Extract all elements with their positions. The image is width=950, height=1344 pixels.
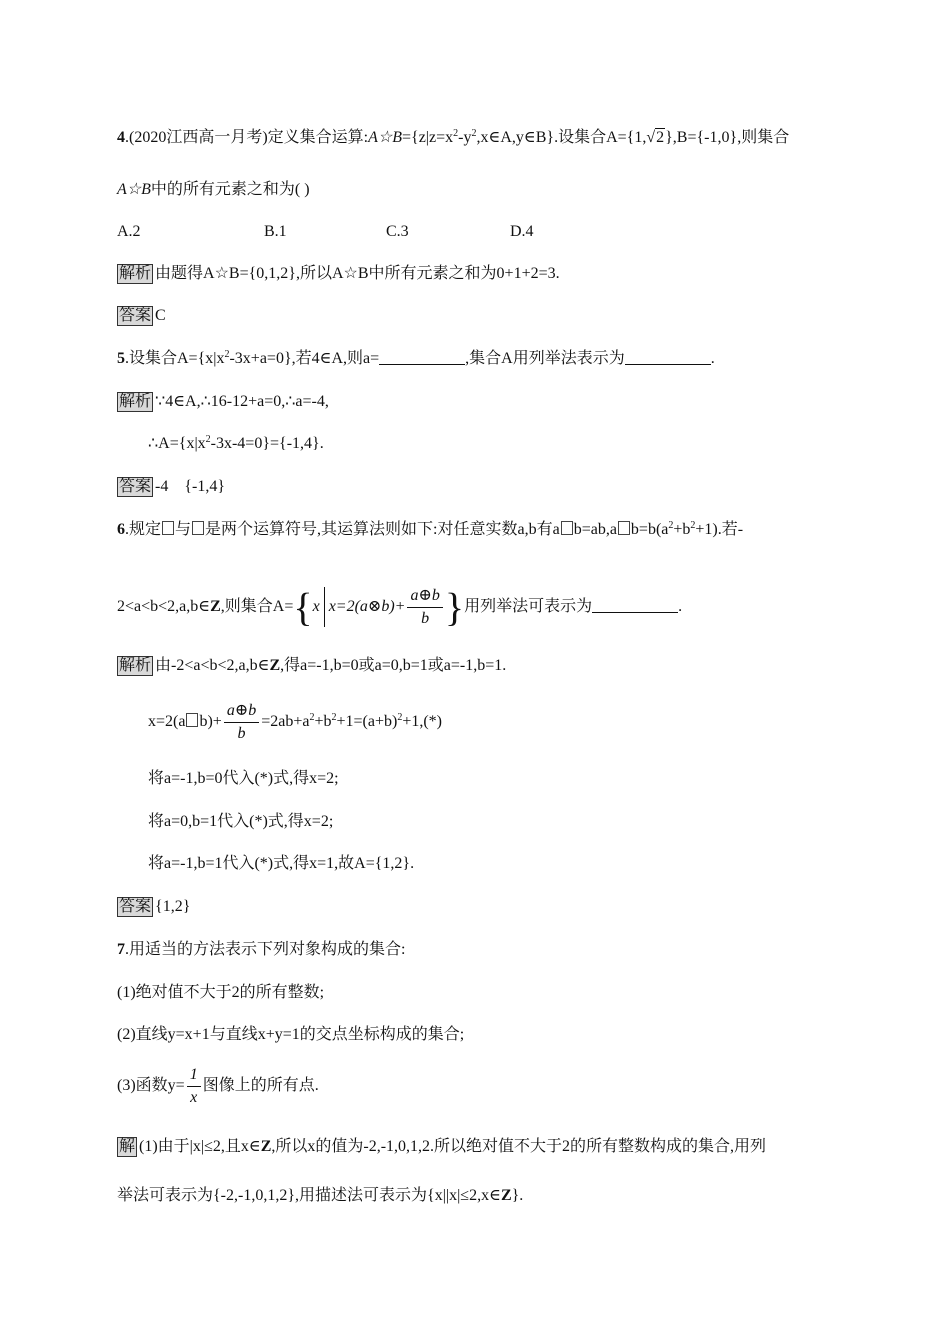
- q6-text4: b=ab,a: [573, 521, 617, 538]
- q4-set-b: },B={-1,0},则集合: [665, 129, 790, 146]
- q5-text3: ,集合A用列举法表示为: [465, 350, 625, 367]
- q5-text2: -3x+a=0},若4∈A,则a=: [229, 350, 380, 367]
- q4-analysis-text: 由题得A☆B={0,1,2},所以A☆B中所有元素之和为0+1+2=3.: [155, 265, 560, 282]
- q4-number: 4: [117, 129, 125, 146]
- q6-set-fraction: [407, 585, 442, 630]
- q4-def-rhs: ={z|z=x: [402, 129, 454, 146]
- q6-analysis-line3: 将a=-1,b=0代入(*)式,得x=2;: [148, 770, 339, 787]
- q7-sol1b: ,所以x的值为-2,-1,0,1,2.所以绝对值不大于2的所有整数构成的集合,用列: [271, 1138, 767, 1155]
- q6-analysis2f: +1,(*): [402, 713, 443, 730]
- q5-answer: [117, 476, 225, 498]
- q5-analysis2b: -3x-4=0}={-1,4}.: [210, 435, 324, 452]
- answer-tag: 答案: [119, 478, 152, 495]
- q7-sol2-z: Z: [500, 1187, 512, 1204]
- q6-frac-den: b: [421, 609, 430, 627]
- q7-number: 7: [117, 941, 125, 958]
- set-bar-divider: [324, 587, 325, 627]
- q7-sol1a: (1)由于|x|≤2,且x∈: [139, 1138, 261, 1155]
- q4-line2-expr: A☆B: [117, 181, 151, 198]
- q5-analysis2a: ∴A={x|x: [148, 435, 206, 452]
- analysis-tag: 解析: [119, 265, 152, 282]
- q7-fraction: [187, 1064, 201, 1109]
- q4-sqrt-value: 2: [656, 129, 665, 146]
- q7-sol1-z: Z: [260, 1138, 272, 1155]
- q4-set-a: A={1,: [606, 129, 647, 146]
- q4-stem-line2: [117, 179, 310, 201]
- q6-analysis2a: x=2(a: [148, 713, 186, 730]
- q7-text: .用适当的方法表示下列对象构成的集合:: [125, 941, 406, 958]
- answer-tag: 答案: [119, 307, 152, 324]
- missing-glyph-icon: [192, 521, 204, 535]
- q4-exp2: 2: [471, 128, 477, 139]
- q5-stem: [117, 348, 715, 370]
- q5-exp: 2: [224, 349, 230, 360]
- q5-number: 5: [117, 350, 125, 367]
- analysis-tag: 解析: [119, 657, 152, 674]
- q6-set-var: x: [312, 598, 320, 615]
- q6-stem-line1: [117, 519, 743, 541]
- q6-text7: +1).若-: [695, 521, 744, 538]
- missing-glyph-icon: [162, 521, 174, 535]
- q7-sol2a: 举法可表示为{-2,-1,0,1,2},用描述法可表示为{x||x|≤2,x∈: [117, 1187, 501, 1204]
- solution-tag: 解: [119, 1138, 136, 1155]
- q6-text1: .规定: [125, 521, 162, 538]
- q6-analysis-exp3: 2: [397, 712, 403, 723]
- left-brace-icon: {: [293, 584, 313, 630]
- q6-answer-text: {1,2}: [155, 898, 191, 915]
- q5-text4: .: [710, 350, 715, 367]
- q6-answer: [117, 896, 190, 918]
- q4-option-b: B.1: [264, 223, 287, 240]
- q6-exp2: 2: [690, 520, 696, 531]
- q4-def-rest2: ,x∈A,y∈B}.设集合: [476, 129, 607, 146]
- q5-text1: .设集合A={x|x: [125, 350, 225, 367]
- q6-analysis2c: =2ab+a: [261, 713, 310, 730]
- q6-analysis-frac-den: b: [237, 724, 246, 742]
- q6-stem-line2: [117, 582, 682, 632]
- q4-analysis: [117, 263, 560, 285]
- sqrt-icon: √: [646, 129, 656, 146]
- q7-stem: [117, 939, 405, 961]
- q5-blank-1[interactable]: [379, 348, 465, 365]
- q5-blank-2[interactable]: [625, 348, 711, 365]
- q6-analysis2d: +b: [314, 713, 332, 730]
- q5-analysis1: ∵4∈A,∴16-12+a=0,∴a=-4,: [155, 393, 329, 410]
- q5-analysis-line1: [117, 391, 329, 413]
- q6-line2a: 2<a<b<2,a,b∈: [117, 598, 211, 615]
- q6-line2b: ,则集合A=: [220, 598, 294, 615]
- q4-def-lhs: A☆B: [368, 129, 402, 146]
- analysis-tag: 解析: [119, 393, 152, 410]
- q4-answer-text: C: [155, 307, 166, 324]
- q4-line2-text: 中的所有元素之和为( ): [150, 181, 310, 198]
- answer-tag: 答案: [119, 898, 152, 915]
- q6-set-expr: x=2(a⊗b)+: [328, 598, 406, 615]
- q6-analysis-line1: [117, 655, 506, 677]
- q6-text3: 是两个运算符号,其运算法则如下:对任意实数a,b有a: [205, 521, 560, 538]
- q6-line2-z: Z: [210, 598, 221, 615]
- q4-answer: [117, 305, 166, 327]
- q7-item3b: 图像上的所有点.: [202, 1077, 319, 1094]
- q6-analysis-fraction: [224, 700, 259, 745]
- q5-answer-text: -4 {-1,4}: [155, 478, 226, 495]
- q7-sol2b: }.: [511, 1187, 524, 1204]
- q6-analysis-z: Z: [269, 657, 281, 674]
- missing-glyph-icon: [618, 521, 630, 535]
- q5-analysis-exp: 2: [205, 434, 211, 445]
- q6-analysis1a: 由-2<a<b<2,a,b∈: [155, 657, 270, 674]
- q7-solution-line2: [117, 1185, 523, 1207]
- missing-glyph-icon: [186, 713, 198, 727]
- q6-analysis1b: ,得a=-1,b=0或a=0,b=1或a=-1,b=1.: [280, 657, 507, 674]
- q6-analysis2b: b)+: [199, 713, 222, 730]
- q6-line2d: .: [678, 598, 683, 615]
- q6-text6: +b: [673, 521, 691, 538]
- q6-number: 6: [117, 521, 125, 538]
- q6-analysis-line2: [148, 698, 442, 746]
- q4-exp1: 2: [453, 128, 459, 139]
- q6-analysis-line5: 将a=-1,b=1代入(*)式,得x=1,故A={1,2}.: [148, 855, 415, 872]
- q6-text5: b=b(a: [630, 521, 669, 538]
- q7-item3a: (3)函数y=: [117, 1077, 185, 1094]
- q7-item-2: (2)直线y=x+1与直线x+y=1的交点坐标构成的集合;: [117, 1026, 465, 1043]
- q7-frac-num: 1: [187, 1064, 201, 1087]
- q6-analysis-frac-num: a⊕b: [224, 700, 259, 723]
- q7-item-3: [117, 1062, 319, 1110]
- q6-analysis-line4: 将a=0,b=1代入(*)式,得x=2;: [148, 813, 334, 830]
- q7-item-1: (1)绝对值不大于2的所有整数;: [117, 984, 325, 1001]
- right-brace-icon: }: [444, 584, 465, 630]
- q6-text2: 与: [175, 521, 192, 538]
- q6-blank[interactable]: [592, 596, 678, 613]
- q6-exp1: 2: [668, 520, 674, 531]
- q4-source: .(2020江西高一月考)定义集合运算:: [125, 129, 369, 146]
- q6-frac-num: a⊕b: [407, 585, 442, 608]
- q4-def-rest1: -y: [458, 129, 472, 146]
- q4-option-a: A.2: [117, 223, 141, 240]
- q7-frac-den: x: [190, 1088, 198, 1106]
- q7-solution-line1: [117, 1136, 766, 1158]
- q5-analysis-line2: [148, 433, 324, 455]
- q6-analysis2e: +1=(a+b): [336, 713, 398, 730]
- q6-analysis-exp1: 2: [309, 712, 315, 723]
- q6-analysis-exp2: 2: [331, 712, 337, 723]
- q4-option-d: D.4: [510, 223, 534, 240]
- missing-glyph-icon: [561, 521, 573, 535]
- q4-stem-line1: [117, 127, 789, 149]
- q6-line2c: 用列举法可表示为: [464, 598, 593, 615]
- q4-option-c: C.3: [386, 223, 409, 240]
